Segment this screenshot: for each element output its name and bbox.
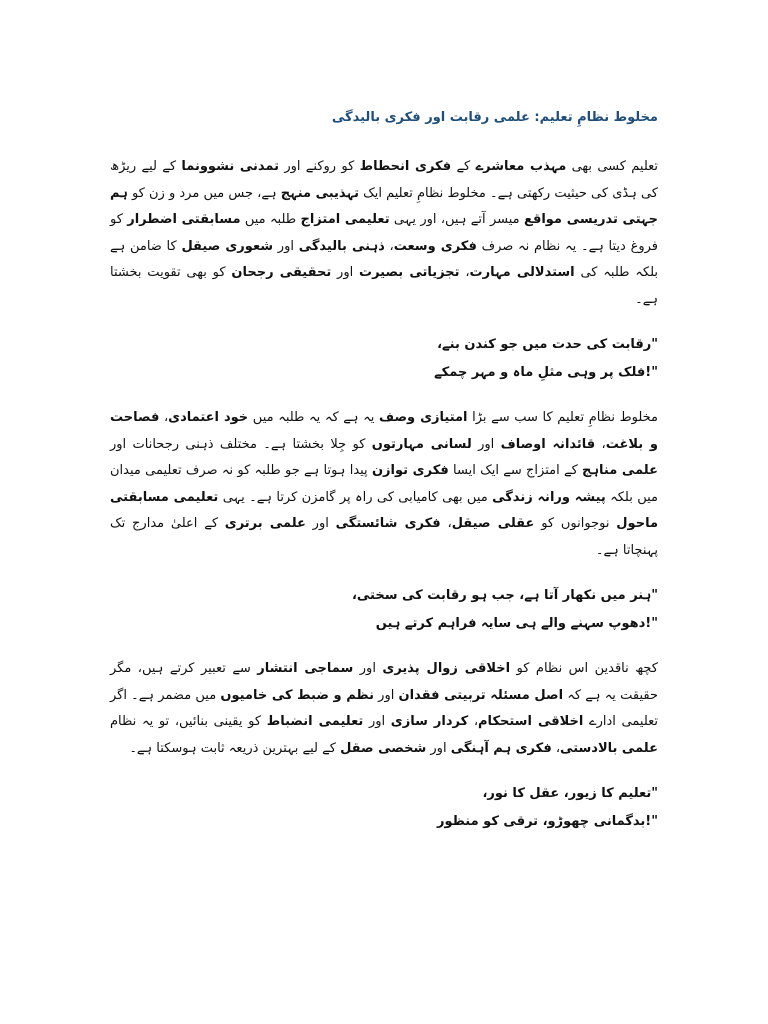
text-run: مخلوط نظامِ تعلیم کا سب سے بڑا	[467, 410, 658, 425]
bold-term: فکری ہم آہنگی	[450, 740, 552, 756]
text-run: کے امتزاج سے ایک ایسا	[448, 463, 583, 478]
text-run: طلبہ میں	[240, 212, 301, 227]
bold-term: شعوری صیقل	[181, 238, 274, 254]
text-run: میسر آتے ہیں، اور یہی	[389, 212, 524, 227]
text-run: ہے، جس میں مرد و زن کو	[127, 185, 281, 201]
text-run: اور	[373, 687, 399, 703]
bold-term: نظم و ضبط کی خامیوں	[220, 687, 374, 703]
bold-term: فکری شائستگی	[335, 516, 441, 531]
bold-term: فکری انحطاط	[359, 159, 452, 174]
bold-term: خود اعتمادی	[168, 410, 249, 425]
bold-term: اخلاقی استحکام	[478, 714, 584, 729]
text-run: ،	[468, 714, 479, 729]
bold-term: شخصی صقل	[340, 740, 427, 756]
document-body	[110, 154, 658, 836]
text-run: ،	[384, 238, 394, 254]
text-run: یہ ہے کہ یہ طلبہ میں	[248, 410, 379, 425]
bold-term: تہذیبی منہج	[280, 185, 359, 201]
verse-2	[110, 582, 658, 638]
bold-term: تحقیقی رجحان	[231, 265, 332, 280]
verse-line: "ہنر میں نکھار آتا ہے، جب ہو رقابت کی سختی،	[351, 588, 658, 603]
text-run: نوجوانوں کو	[534, 516, 617, 531]
text-run: کو یقینی بنائیں، تو یہ نظام	[110, 714, 267, 729]
document-title: مخلوط نظامِ تعلیم: علمی رقابت اور فکری بالیدگی	[331, 110, 658, 125]
bold-term: تمدنی نشوونما	[181, 159, 280, 174]
text-run: ،	[551, 740, 561, 756]
bold-term: مسابقتی اضطرار	[127, 212, 241, 227]
bold-term: اصل مسئلہ تربیتی فقدان	[398, 687, 564, 703]
text-run: ،	[159, 410, 169, 425]
bold-term: ذہنی بالیدگی	[298, 238, 385, 254]
text-run: سے تعبیر کرتے ہیں، مگر حقیقت یہ ہے کہ	[110, 661, 659, 703]
text-run: اور	[331, 265, 360, 280]
bold-term: علمی بالادستی	[560, 740, 658, 756]
text-run: اور	[305, 516, 336, 531]
text-run: اور	[353, 661, 383, 676]
text-run: ،	[595, 436, 606, 452]
text-run: اور	[426, 740, 451, 756]
bold-term: سماجی انتشار	[257, 661, 354, 676]
text-run: ،	[459, 265, 470, 280]
text-run: پیدا ہوتا ہے جو طلبہ کو نہ صرف تعلیمی میدان میں بلکہ	[110, 463, 659, 505]
bold-term: لسانی مہارتوں	[371, 436, 472, 452]
paragraph-1	[110, 154, 658, 313]
bold-term: تعلیمی انضباط	[266, 714, 364, 729]
text-run: کو فروغ دیتا ہے۔ یہ نظام نہ صرف	[110, 212, 658, 254]
text-run: کو بھی تقویت بخشتا ہے۔	[110, 265, 658, 307]
text-run: کا ضامن ہے بلکہ طلبہ کی	[110, 238, 658, 280]
text-run: کے لیے بہترین ذریعہ ثابت ہوسکتا ہے۔	[129, 740, 341, 756]
bold-term: پیشہ ورانہ زندگی	[492, 489, 606, 505]
text-run: میں بھی کامیابی کی راہ پر گامزن کرتا ہے۔ یہی	[218, 489, 493, 505]
verse-line: "تعلیم کا زیور، عقل کا نور،	[482, 786, 658, 801]
verse-3	[110, 780, 658, 836]
verse-line: "رقابت کی حدت میں جو کندن بنے،	[437, 337, 658, 352]
verse-line: "!دھوپ سہنے والے ہی سایہ فراہم کرتے ہیں	[375, 616, 658, 631]
bold-term: فکری توازن	[371, 463, 449, 478]
bold-term: اخلاقی زوال پذیری	[382, 661, 511, 676]
text-run: ،	[440, 516, 452, 531]
bold-term: فصاحت و بلاغت	[110, 410, 658, 452]
text-run: کے	[451, 159, 476, 174]
text-run: میں مضمر ہے۔ اگر تعلیمی ادارے	[110, 687, 659, 729]
verse-line: "!بدگمانی چھوڑو، ترقی کو منظور	[437, 814, 658, 829]
bold-term: قائدانہ اوصاف	[500, 436, 596, 452]
text-run: اور	[273, 238, 299, 254]
bold-term: علمی مناہج	[582, 463, 658, 478]
bold-term: علمی برتری	[224, 516, 306, 531]
bold-term: استدلالی مہارت	[469, 265, 575, 280]
bold-term: تعلیمی امتزاج	[300, 212, 390, 227]
bold-term: ہم جہتی تدریسی مواقع	[110, 185, 659, 227]
text-run: اور	[471, 436, 501, 452]
text-run: کو جِلا بخشتا ہے۔ مختلف ذہنی رجحانات اور	[110, 436, 372, 452]
verse-line: "!فلک پر وہی مثلِ ماہ و مہر چمکے	[434, 365, 658, 380]
bold-term: فکری وسعت	[393, 238, 477, 254]
paragraph-3	[110, 656, 658, 762]
text-run: اور	[363, 714, 391, 729]
text-run: تعلیم کسی بھی	[566, 159, 659, 174]
bold-term: مہذب معاشرے	[475, 159, 567, 174]
paragraph-2	[110, 405, 658, 564]
verse-1	[110, 331, 658, 387]
bold-term: عقلی صیقل	[451, 516, 535, 531]
bold-term: امتیازی وصف	[378, 410, 468, 425]
bold-term: تعلیمی مسابقتی ماحول	[110, 489, 658, 531]
bold-term: کردار سازی	[390, 714, 469, 729]
text-run: کے لیے ریڑھ کی ہڈی کی حیثیت رکھتی ہے۔ مخلوط نظامِ تعلیم ایک	[110, 159, 659, 201]
text-run: کچھ ناقدین اس نظام کو	[510, 661, 658, 676]
text-run: کے اعلیٰ مدارج تک پہنچاتا ہے۔	[110, 516, 658, 558]
bold-term: تجزیاتی بصیرت	[359, 265, 460, 280]
text-run: کو روکنے اور	[279, 159, 360, 174]
